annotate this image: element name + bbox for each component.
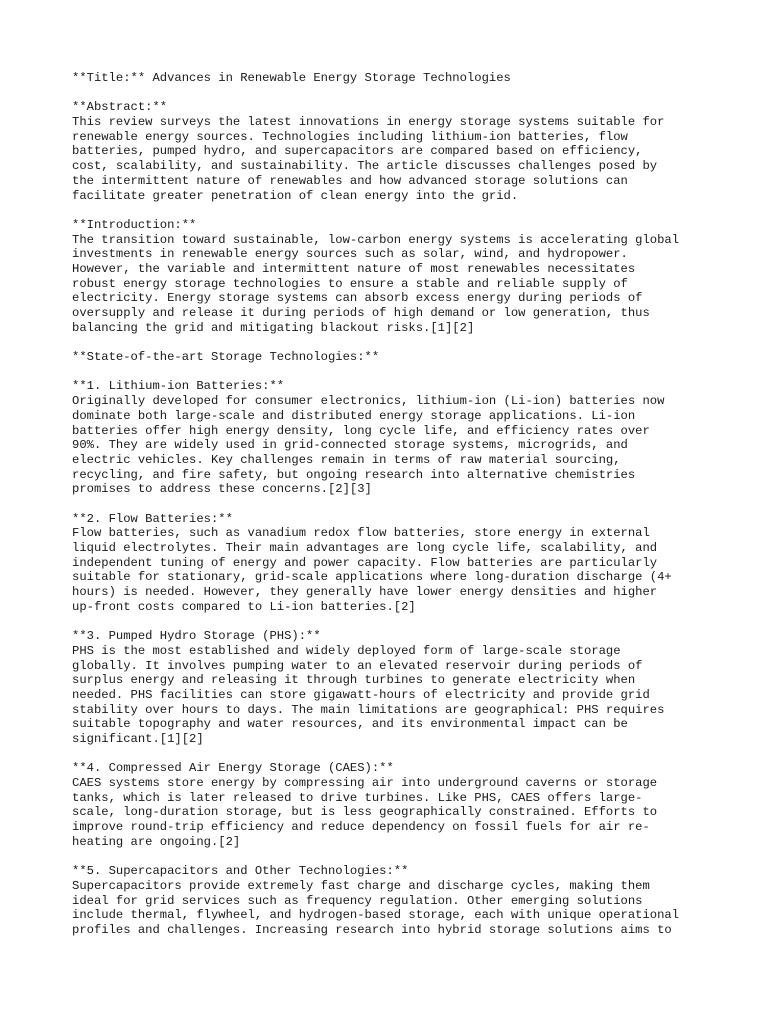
flow-batteries-section xyxy=(72,512,732,615)
section-heading-line: **3. Pumped Hydro Storage (PHS):** xyxy=(72,629,321,644)
text-line: However, the variable and intermittent nature of most renewables necessitates xyxy=(72,261,636,276)
section-heading-line: **4. Compressed Air Energy Storage (CAES):** xyxy=(72,761,394,776)
section-heading-line: **Abstract:** xyxy=(72,100,168,115)
text-line: Flow batteries, such as vanadium redox flow batteries, store energy in external xyxy=(72,526,650,541)
text-line: **Title:** Advances in Renewable Energy Storage Technologies xyxy=(72,71,511,85)
title-paragraph xyxy=(72,71,732,86)
text-line: The transition toward sustainable, low-carbon energy systems is accelerating global xyxy=(72,232,680,247)
abstract-paragraph xyxy=(72,100,732,203)
text-line: robust energy storage technologies to ensure a stable and reliable supply of xyxy=(72,276,628,291)
text-line: 90%. They are widely used in grid-connected storage systems, microgrids, and xyxy=(72,438,628,453)
text-line: facilitate greater penetration of clean energy into the grid. xyxy=(72,188,519,203)
text-line: the intermittent nature of renewables and how advanced storage solutions can xyxy=(72,173,628,188)
text-line: stability over hours to days. The main limitations are geographical: PHS requires xyxy=(72,702,665,717)
text-line: independent tuning of energy and power capacity. Flow batteries are particularly xyxy=(72,555,658,570)
text-line: renewable energy sources. Technologies including lithium-ion batteries, flow xyxy=(72,129,628,144)
text-line: tanks, which is later released to drive turbines. Like PHS, CAES offers large- xyxy=(72,790,643,805)
text-line: investments in renewable energy sources such as solar, wind, and hydropower. xyxy=(72,247,628,262)
text-line: surplus energy and releasing it through turbines to generate electricity when xyxy=(72,673,636,688)
state-of-the-art-heading xyxy=(72,350,732,365)
text-line: suitable topography and water resources, and its environmental impact can be xyxy=(72,717,628,732)
text-line: liquid electrolytes. Their main advantages are long cycle life, scalability, and xyxy=(72,541,658,555)
section-heading-line: **2. Flow Batteries:** xyxy=(72,511,233,526)
text-line: recycling, and fire safety, but ongoing research into alternative chemistries xyxy=(72,467,636,482)
document-body xyxy=(72,71,732,952)
text-line: This review surveys the latest innovations in energy storage systems suitable for xyxy=(72,115,665,130)
section-heading-line: **Introduction:** xyxy=(72,217,197,232)
section-heading-line: **5. Supercapacitors and Other Technologies:** xyxy=(72,864,409,879)
text-line: suitable for stationary, grid-scale applications where long-duration discharge (4+ xyxy=(72,570,672,585)
text-line: scale, long-duration storage, but is less geographically constrained. Efforts to xyxy=(72,805,658,820)
text-line: up-front costs compared to Li-ion batteries.[2] xyxy=(72,599,416,614)
text-line: PHS is the most established and widely deployed form of large-scale storage xyxy=(72,643,621,658)
caes-section xyxy=(72,761,732,849)
introduction-paragraph xyxy=(72,218,732,336)
text-line: significant.[1][2] xyxy=(72,731,204,746)
text-line: hours) is needed. However, they generally have lower energy densities and higher xyxy=(72,585,658,600)
text-line: Originally developed for consumer electronics, lithium-ion (Li-ion) batteries now xyxy=(72,394,665,409)
text-line: profiles and challenges. Increasing research into hybrid storage solutions aims to xyxy=(72,922,672,937)
text-line: globally. It involves pumping water to an elevated reservoir during periods of xyxy=(72,658,643,673)
text-line: batteries, pumped hydro, and supercapacitors are compared based on efficiency, xyxy=(72,144,643,159)
text-line: balancing the grid and mitigating blackout risks.[1][2] xyxy=(72,320,475,335)
text-line: needed. PHS facilities can store gigawatt-hours of electricity and provide grid xyxy=(72,687,650,702)
text-line: electricity. Energy storage systems can absorb excess energy during periods of xyxy=(72,291,643,306)
text-line: promises to address these concerns.[2][3] xyxy=(72,482,372,497)
text-line: **State-of-the-art Storage Technologies:** xyxy=(72,350,380,365)
lithium-ion-section xyxy=(72,379,732,497)
text-line: electric vehicles. Key challenges remain in terms of raw material sourcing, xyxy=(72,452,621,467)
text-line: improve round-trip efficiency and reduce dependency on fossil fuels for air re- xyxy=(72,820,650,835)
pumped-hydro-section xyxy=(72,629,732,747)
text-line: batteries offer high energy density, long cycle life, and efficiency rates over xyxy=(72,423,650,438)
text-line: oversupply and release it during periods of high demand or low generation, thus xyxy=(72,306,650,320)
section-heading-line: **1. Lithium-ion Batteries:** xyxy=(72,379,285,394)
text-line: include thermal, flywheel, and hydrogen-based storage, each with unique operational xyxy=(72,908,680,923)
text-line: CAES systems store energy by compressing air into underground caverns or storage xyxy=(72,776,658,790)
text-line: cost, scalability, and sustainability. The article discusses challenges posed by xyxy=(72,159,658,174)
text-line: Supercapacitors provide extremely fast charge and discharge cycles, making them xyxy=(72,878,650,893)
text-line: ideal for grid services such as frequency regulation. Other emerging solutions xyxy=(72,893,643,908)
text-line: heating are ongoing.[2] xyxy=(72,834,241,849)
text-line: dominate both large-scale and distributed energy storage applications. Li-ion xyxy=(72,408,636,423)
supercapacitors-section xyxy=(72,864,732,937)
